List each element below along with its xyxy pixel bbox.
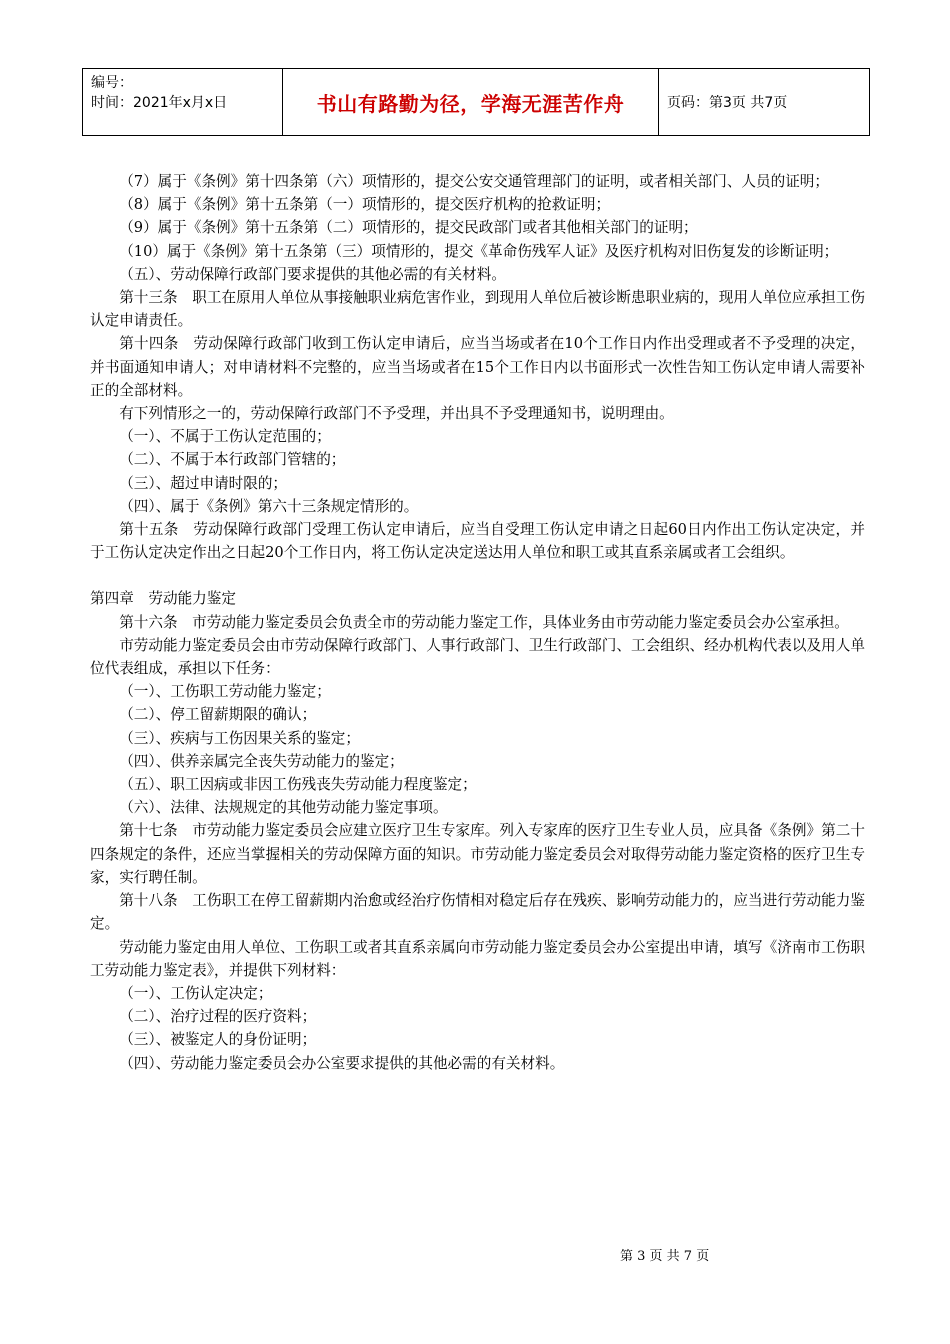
paragraph: 劳动能力鉴定由用人单位、工伤职工或者其直系亲属向市劳动能力鉴定委员会办公室提出申请，填写《济南市工伤职工劳动能力鉴定表》，并提供下列材料： (90, 938, 865, 979)
page-footer: 第 3 页 共 7 页 (620, 1249, 710, 1264)
paragraph: 第十六条 市劳动能力鉴定委员会负责全市的劳动能力鉴定工作，具体业务由市劳动能力鉴定委员会办公室承担。 (119, 613, 849, 631)
paragraph: （一）、工伤职工劳动能力鉴定； (119, 683, 331, 701)
paragraph: （四）、属于《条例》第六十三条规定情形的。 (119, 497, 419, 515)
paragraph: 第十八条 工伤职工在停工留薪期内治愈或经治疗伤情相对稳定后存在残疾、影响劳动能力的，应当进行劳动能力鉴定。 (90, 892, 865, 933)
paragraph: （五）、劳动保障行政部门要求提供的其他必需的有关材料。 (119, 265, 506, 283)
number-label: 编号： (91, 75, 133, 91)
paragraph: （二）、治疗过程的医疗资料； (119, 1008, 317, 1026)
blank-line (90, 564, 865, 587)
header-motto: 书山有路勤为径，学海无涯苦作舟 (283, 69, 659, 135)
date-label: 时间：2021年x月x日 (91, 95, 228, 111)
paragraph: （六）、法律、法规规定的其他劳动能力鉴定事项。 (119, 799, 448, 817)
paragraph: （四）、劳动能力鉴定委员会办公室要求提供的其他必需的有关材料。 (119, 1054, 565, 1072)
paragraph: （五）、职工因病或非因工伤残丧失劳动能力程度鉴定； (119, 776, 477, 794)
chapter-title: 第四章 劳动能力鉴定 (90, 590, 236, 608)
paragraph: 第十七条 市劳动能力鉴定委员会应建立医疗卫生专家库。列入专家库的医疗卫生专业人员，应具备《条例》第二十四条规定的条件，还应当掌握相关的劳动保障方面的知识。市劳动能力鉴定委员会对取得劳动能力鉴定资格的医疗卫生专家，实行聘任制。 (90, 822, 865, 886)
paragraph: （9）属于《条例》第十五条第（二）项情形的，提交民政部门或者其他相关部门的证明； (119, 219, 698, 237)
paragraph: 第十四条 劳动保障行政部门收到工伤认定申请后，应当当场或者在10个工作日内作出受理或者不予受理的决定，并书面通知申请人；对申请材料不完整的，应当当场或者在15个工作日内以书面形式一次性告知工伤认定申请人需要补正的全部材料。 (90, 335, 865, 399)
paragraph: （一）、不属于工伤认定范围的； (119, 428, 331, 446)
page-header (82, 68, 870, 136)
paragraph: 有下列情形之一的，劳动保障行政部门不予受理，并出具不予受理通知书，说明理由。 (119, 405, 674, 423)
paragraph: （二）、停工留薪期限的确认； (119, 706, 317, 724)
paragraph: 市劳动能力鉴定委员会由市劳动保障行政部门、人事行政部门、卫生行政部门、工会组织、经办机构代表以及用人单位代表组成，承担以下任务： (90, 636, 865, 678)
header-page-label: 页码：第3页 共7页 (667, 95, 788, 111)
paragraph: （四）、供养亲属完全丧失劳动能力的鉴定； (119, 752, 404, 770)
paragraph: （一）、工伤认定决定； (119, 984, 273, 1002)
header-meta (83, 69, 283, 135)
paragraph: 第十三条 职工在原用人单位从事接触职业病危害作业，到现用人单位后被诊断患职业病的，现用人单位应承担工伤认定申请责任。 (90, 289, 865, 330)
paragraph: （二）、不属于本行政部门管辖的； (119, 451, 346, 469)
document-body (90, 170, 865, 1075)
paragraph: 第十五条 劳动保障行政部门受理工伤认定申请后，应当自受理工伤认定申请之日起60日内作出工伤认定决定，并于工伤认定决定作出之日起20个工作日内，将工伤认定决定送达用人单位和职工或其直系亲属或者工会组织。 (90, 521, 865, 562)
paragraph: （7）属于《条例》第十四条第（六）项情形的，提交公安交通管理部门的证明，或者相关部门、人员的证明； (119, 173, 829, 190)
paragraph: （三）、疾病与工伤因果关系的鉴定； (119, 729, 360, 747)
paragraph: （8）属于《条例》第十五条第（一）项情形的，提交医疗机构的抢救证明； (119, 196, 611, 214)
paragraph: （10）属于《条例》第十五条第（三）项情形的，提交《革命伤残军人证》及医疗机构对旧伤复发的诊断证明； (119, 242, 839, 260)
paragraph: （三）、超过申请时限的； (119, 474, 288, 492)
paragraph: （三）、被鉴定人的身份证明； (119, 1031, 317, 1049)
